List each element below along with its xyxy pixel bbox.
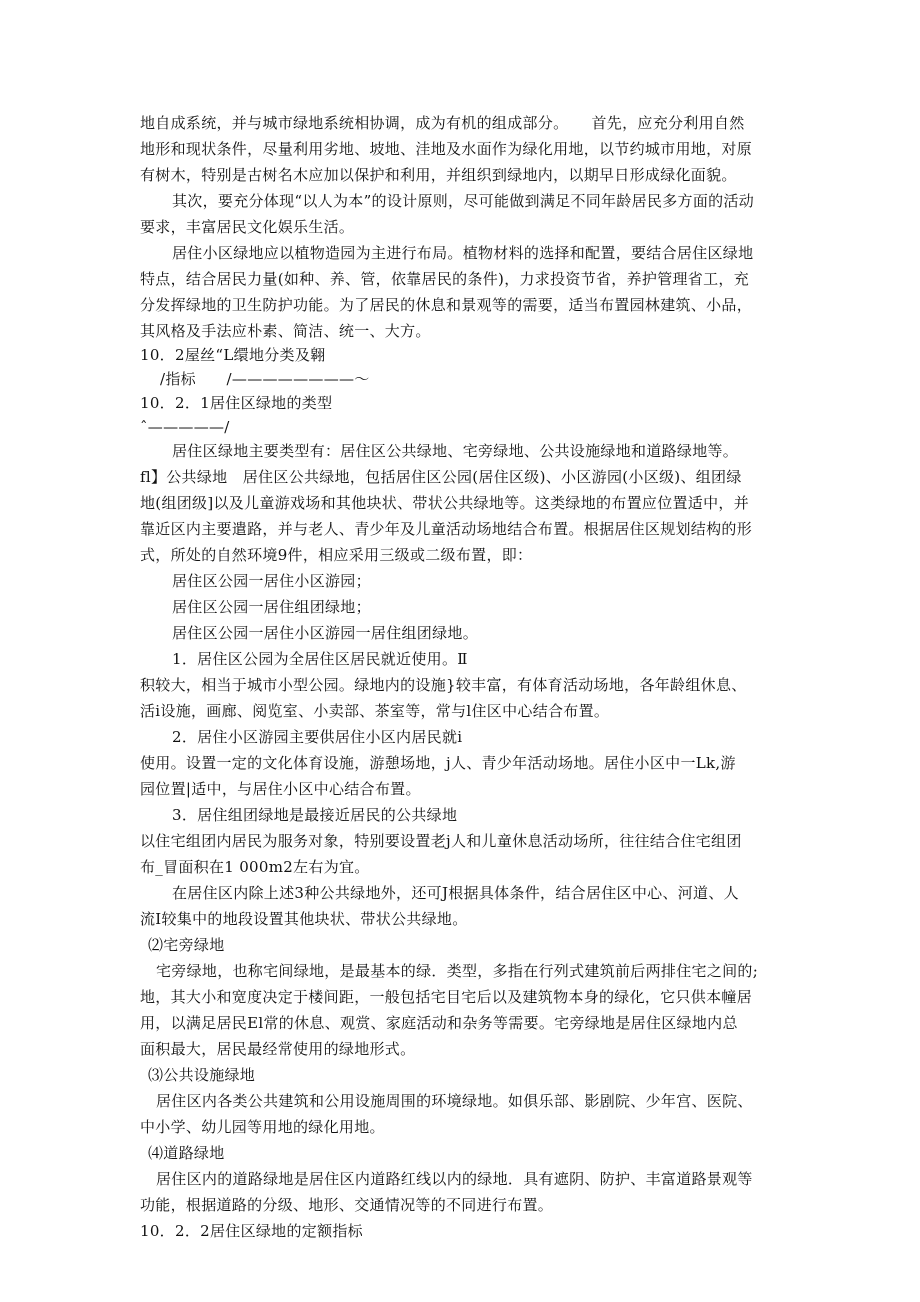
text-line: 靠近区内主要遣路，并与老人、青少年及儿童活动场地结合布置。根据居住区规划结构的形: [140, 520, 753, 538]
text-line: 居住区公园一居住小区游园；: [172, 572, 371, 590]
text-line: 使用。设置一定的文化体育设施，游憩场地，j人、青少年活动场地。居住小区中一Lk,游: [140, 754, 736, 772]
text-line: 面积最大，居民最经常使用的绿地形式。: [140, 1040, 416, 1058]
text-line: 流I较集中的地段设置其他块状、带状公共绿地。: [140, 910, 468, 928]
text-line: 以住宅组团内居民为服务对象，特别要设置老j人和儿童休息活动场所，往往结合住宅组团: [140, 832, 742, 850]
text-line: 宅旁绿地，也称宅间绿地，是最基本的绿．类型，多指在行列式建筑前后两排住宅之间的;: [156, 962, 759, 980]
text-line: 式，所处的自然环境9件，相应采用三级或二级布置，即：: [140, 546, 533, 564]
text-line: 积较大，相当于城市小型公园。绿地内的设施}较丰富，有体育活动场地，各年龄组休息、: [140, 676, 747, 694]
text-line: 3．居住组团绿地是最接近居民的公共绿地: [172, 806, 458, 824]
text-line: 居住区公园一居住组团绿地；: [172, 598, 371, 616]
text-line: 在居住区内除上述3种公共绿地外，还可J根据具体条件，结合居住区中心、河道、人: [172, 884, 739, 902]
text-line: 其次，要充分体现“以人为本”的设计原则，尽可能做到满足不同年龄居民多方面的活动: [172, 192, 755, 210]
text-line: fl】公共绿地 居住区公共绿地，包括居住区公园(居住区级)、小区游园(小区级)、组团绿: [140, 468, 742, 486]
subsection-heading: ⑶公共设施绿地: [148, 1066, 256, 1084]
text-line: 地自成系统，并与城市绿地系统相协调，成为有机的组成部分。 首先，应充分利用自然: [140, 114, 745, 132]
text-line: 1．居住区公园为全居住区居民就近使用。Ⅱ: [172, 650, 468, 668]
text-line: 活i设施，画廊、阅览室、小卖部、茶室等，常与l住区中心结合布置。: [140, 702, 610, 720]
section-heading: 10．2．2居住区绿地的定额指标: [140, 1222, 363, 1240]
text-line: 有树木，特别是古树名木应加以保护和利用，并组织到绿地内，以期早日形成绿化面貌。: [140, 166, 737, 184]
text-line: ˆ—————/: [140, 418, 230, 436]
text-line: 功能，根据道路的分级、地形、交通情况等的不同进行布置。: [140, 1196, 554, 1214]
text-line: 分发挥绿地的卫生防护功能。为了居民的休息和景观等的需要，适当布置园林建筑、小品，: [140, 296, 753, 314]
text-line: 特点，结合居民力量(如种、养、管，依靠居民的条件)，力求投资节省，养护管理省工，充: [140, 270, 750, 288]
subsection-heading: ⑷道路绿地: [148, 1144, 225, 1162]
text-line: 地，其大小和宽度决定于楼间距，一般包括宅目宅后以及建筑物本身的绿化，它只供本幢居: [140, 988, 753, 1006]
text-line: 居住区绿地主要类型有：居住区公共绿地、宅旁绿地、公共设施绿地和道路绿地等。: [172, 442, 739, 460]
text-line: 布_冒面积在1 000m2左右为宜。: [140, 858, 370, 876]
text-line: 居住区内的道路绿地是居住区内道路红线以内的绿地．具有遮阴、防护、丰富道路景观等: [156, 1170, 753, 1188]
text-line: 居住区公园一居住小区游园一居住组团绿地。: [172, 624, 479, 642]
text-line: 2．居住小区游园主要供居住小区内居民就i: [172, 728, 463, 746]
text-line: 居住小区绿地应以植物造园为主进行布局。植物材料的选择和配置，要结合居住区绿地: [172, 244, 754, 262]
text-line: /指标 /————————～: [160, 370, 370, 388]
text-line: 园位置|适中，与居住小区中心结合布置。: [140, 780, 421, 798]
text-line: 用，以满足居民El常的休息、观赏、家庭活动和杂务等需要。宅旁绿地是居住区绿地内总: [140, 1014, 738, 1032]
text-line: 地(组团级]以及儿童游戏场和其他块状、带状公共绿地等。这类绿地的布置应位置适中，并: [140, 494, 750, 512]
subsection-heading: ⑵宅旁绿地: [148, 936, 225, 954]
text-line: 要求，丰富居民文化娱乐生活。: [140, 218, 355, 236]
section-heading: 10．2．1居住区绿地的类型: [140, 394, 333, 412]
section-heading: 10．2屋丝“L缳地分类及翱: [140, 346, 326, 364]
text-line: 地形和现状条件，尽量利用劣地、坡地、洼地及水面作为绿化用地，以节约城市用地，对原: [140, 140, 753, 158]
text-line: 中小学、幼儿园等用地的绿化用地。: [140, 1118, 385, 1136]
text-line: 其风格及手法应朴素、简洁、统一、大方。: [140, 322, 431, 340]
text-line: 居住区内各类公共建筑和公用设施周围的环境绿地。如俱乐部、影剧院、少年宫、医院、: [156, 1092, 753, 1110]
